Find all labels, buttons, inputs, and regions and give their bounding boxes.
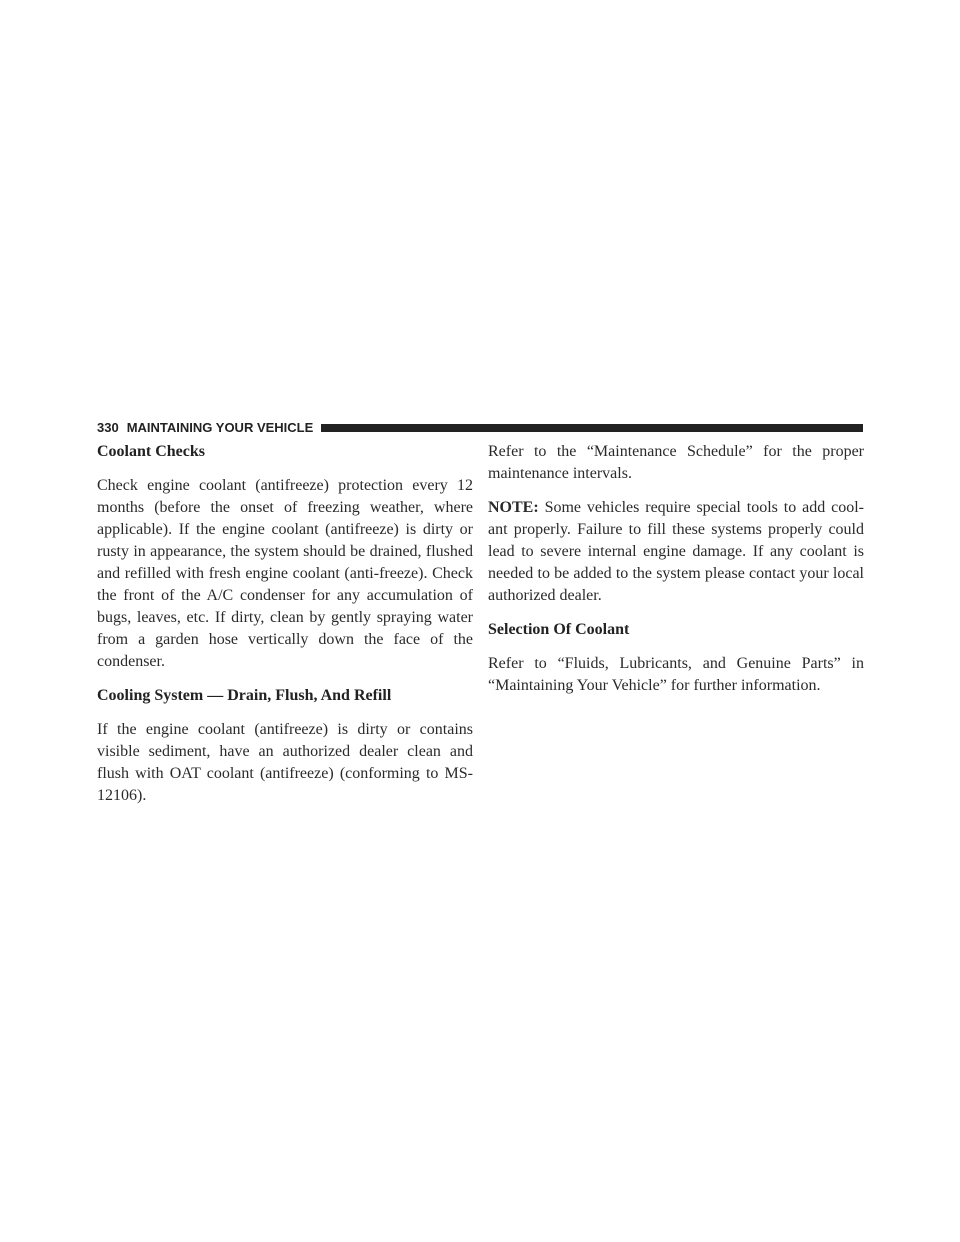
page-number: 330 bbox=[97, 419, 119, 435]
section-title: MAINTAINING YOUR VEHICLE bbox=[126, 419, 314, 435]
left-column bbox=[97, 441, 473, 819]
paragraph-cooling-system: If the engine coolant (antifreeze) is dirty or contains visible sediment, have an authorized dealer clean and flush with OAT coolant (antifreeze) (conforming to MS-12106). bbox=[97, 721, 473, 804]
heading-cooling-system: Cooling System — Drain, Flush, And Refill bbox=[97, 687, 392, 704]
paragraph-maintenance-schedule: Refer to the “Maintenance Schedule” for the proper maintenance intervals. bbox=[488, 443, 864, 482]
heading-selection-of-coolant: Selection Of Coolant bbox=[488, 621, 630, 638]
right-column bbox=[488, 441, 864, 709]
paragraph-selection-of-coolant: Refer to “Fluids, Lubricants, and Genuine Parts” in “Maintaining Your Vehicle” for further information. bbox=[488, 655, 864, 694]
note-paragraph bbox=[488, 497, 864, 607]
paragraph-coolant-checks: Check engine coolant (antifreeze) protection every 12 months (before the onset of freezing weather, where applicable). If the engine coolant (antifreeze) is dirty or rusty in appearance, the system should be drained, flushed and refilled with fresh engine coolant (anti-freeze). Check the front of the A/C condenser for any accumulation of bugs, leaves, etc. If dirty, clean by gently spraying water from a garden hose vertically down the face of the condenser. bbox=[97, 477, 473, 670]
header-rule bbox=[321, 424, 863, 432]
note-text: Some vehicles require special tools to add cool-ant properly. Failure to fill these systems properly could lead to severe internal engine damage. If any coolant is needed to be added to the system please contact your local authorized dealer. bbox=[488, 499, 864, 604]
page-header bbox=[97, 419, 863, 435]
heading-coolant-checks: Coolant Checks bbox=[97, 443, 206, 460]
note-label: NOTE: bbox=[488, 499, 539, 516]
